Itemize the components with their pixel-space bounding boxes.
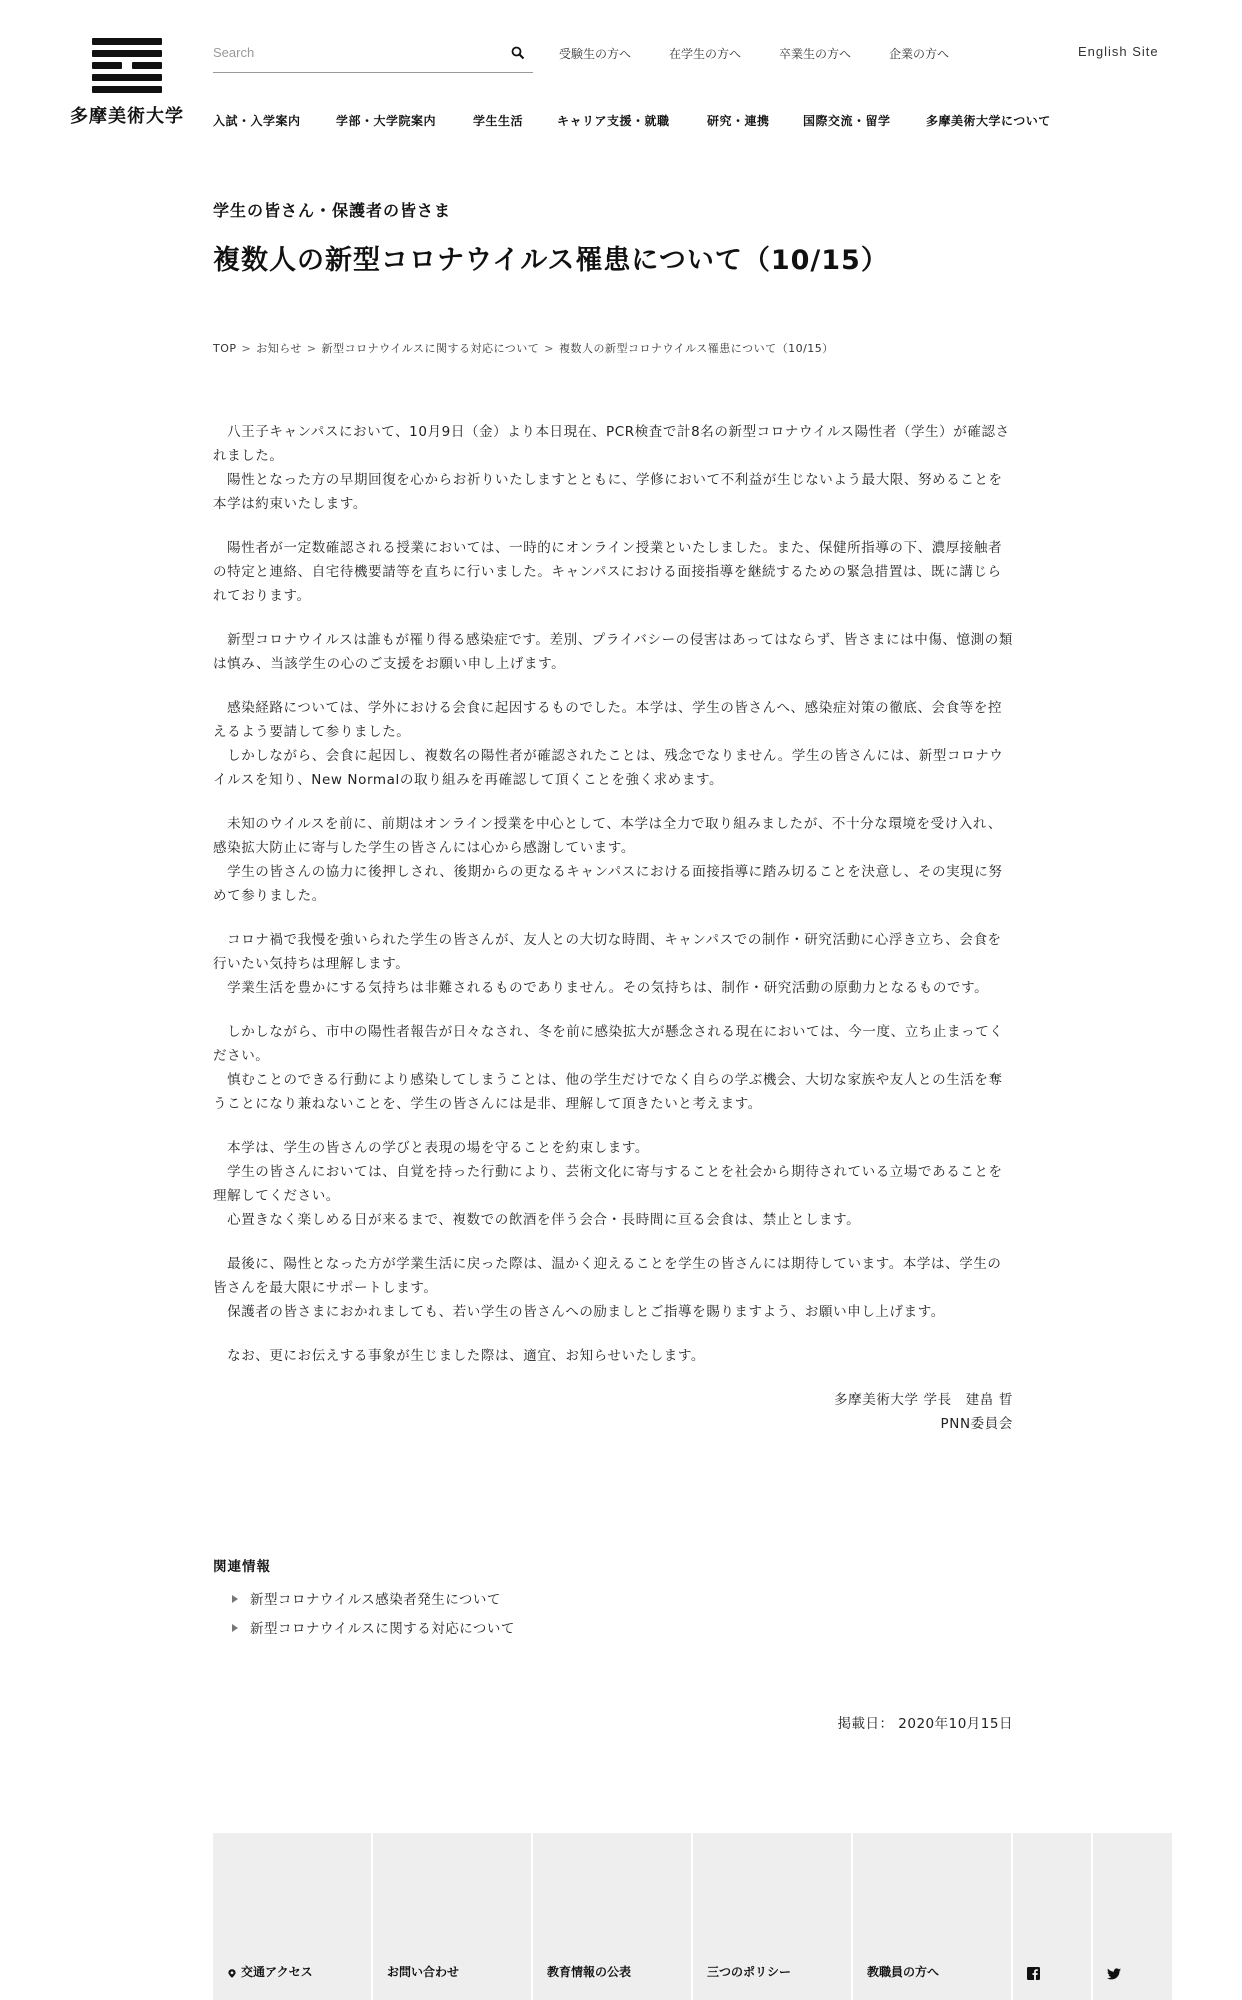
- page-title: 複数人の新型コロナウイルス罹患について（10/15）: [213, 245, 889, 276]
- footer-tile-policies[interactable]: [693, 1833, 851, 2000]
- facebook-icon: [1027, 1967, 1040, 1980]
- twitter-icon: [1107, 1968, 1121, 1980]
- audience-link-companies[interactable]: 企業の方へ: [889, 47, 950, 61]
- triangle-right-icon: [232, 1624, 238, 1632]
- breadcrumb: TOP > お知らせ > 新型コロナウイルスに関する対応について > 複数人の新型コロナウイルス罹患について（10/15）: [213, 342, 834, 355]
- logo-text: 多摩美術大学: [70, 106, 184, 127]
- footer-tile-label: お問い合わせ: [387, 1965, 460, 1979]
- audience-link-alumni[interactable]: 卒業生の方へ: [779, 47, 852, 61]
- nav-student-life[interactable]: 学生生活: [473, 114, 524, 128]
- footer-tile-label: 教職員の方へ: [867, 1965, 940, 1979]
- footer-tile-twitter[interactable]: [1093, 1833, 1172, 2000]
- breadcrumb-top[interactable]: TOP: [213, 342, 237, 355]
- search-box: [213, 38, 533, 73]
- university-logo[interactable]: [64, 38, 190, 128]
- search-input[interactable]: [213, 38, 483, 66]
- related-heading: 関連情報: [213, 1559, 271, 1575]
- signature-president: 多摩美術大学 学長 建畠 晢: [834, 1392, 1013, 1408]
- footer-tile-staff[interactable]: [853, 1833, 1011, 2000]
- article-paragraph: 八王子キャンパスにおいて、10月9日（金）より本日現在、PCR検査で計8名の新型コロナウイルス陽性者（学生）が確認されました。 陽性となった方の早期回復を心からお祈りいたしますとともに、学修において不利益が生じないよう最大限、努めることを本学は約束いたします。: [213, 424, 1010, 512]
- audience-link-students[interactable]: 在学生の方へ: [669, 47, 742, 61]
- article-paragraph: しかしながら、市中の陽性者報告が日々なされ、冬を前に感染拡大が懸念される現在においては、今一度、立ち止まってください。 慎むことのできる行動により感染してしまうことは、他の学生だけでなく自らの学ぶ機会、大切な家族や友人との生活を奪うことになり兼ねないことを、学生の皆さんには是非、理解して頂きたいと考えます。: [213, 1024, 1004, 1112]
- nav-international[interactable]: 国際交流・留学: [803, 114, 891, 128]
- footer-tile-education-info[interactable]: [533, 1833, 691, 2000]
- logo-mark-icon: [92, 38, 162, 94]
- breadcrumb-news[interactable]: お知らせ: [256, 342, 302, 355]
- related-link-covid-response[interactable]: [232, 1617, 515, 1637]
- nav-about[interactable]: 多摩美術大学について: [926, 114, 1051, 128]
- nav-admissions[interactable]: 入試・入学案内: [213, 114, 301, 128]
- article-paragraph: 陽性者が一定数確認される授業においては、一時的にオンライン授業といたしました。また、保健所指導の下、濃厚接触者の特定と連絡、自宅待機要請等を直ちに行いました。キャンパスにおける面接指導を継続するための緊急措置は、既に講じられております。: [213, 540, 1003, 604]
- breadcrumb-covid-response[interactable]: 新型コロナウイルスに関する対応について: [321, 342, 540, 355]
- breadcrumb-current: 複数人の新型コロナウイルス罹患について（10/15）: [558, 342, 834, 355]
- article-paragraph: 感染経路については、学外における会食に起因するものでした。本学は、学生の皆さんへ、感染症対策の徹底、会食等を控えるよう要請して参りました。 しかしながら、会食に起因し、複数名の陽性者が確認されたことは、残念でなりません。学生の皆さんには、新型コロナウイルスを知り、New Normalの取り組みを再確認して頂くことを強く求めます。: [213, 700, 1004, 788]
- nav-research[interactable]: 研究・連携: [707, 114, 770, 128]
- signature-committee: PNN委員会: [940, 1416, 1013, 1432]
- triangle-right-icon: [232, 1595, 238, 1603]
- footer-tile-label: 三つのポリシー: [707, 1965, 792, 1979]
- footer-tile-contact[interactable]: [373, 1833, 531, 2000]
- nav-faculties[interactable]: 学部・大学院案内: [336, 114, 437, 128]
- footer-tile-facebook[interactable]: [1013, 1833, 1091, 2000]
- search-icon[interactable]: [511, 46, 525, 60]
- related-link-label: 新型コロナウイルスに関する対応について: [250, 1621, 515, 1637]
- related-link-label: 新型コロナウイルス感染者発生について: [250, 1592, 501, 1608]
- map-pin-icon: [227, 1967, 237, 1980]
- article-paragraph: 新型コロナウイルスは誰もが罹り得る感染症です。差別、プライバシーの侵害はあってはならず、皆さまには中傷、憶測の類は慎み、当該学生の心のご支援をお願い申し上げます。: [213, 632, 1013, 672]
- nav-career[interactable]: キャリア支援・就職: [557, 114, 670, 128]
- article-paragraph: コロナ禍で我慢を強いられた学生の皆さんが、友人との大切な時間、キャンパスでの制作・研究活動に心浮き立ち、会食を行いたい気持ちは理解します。 学業生活を豊かにする気持ちは非難されるものでありません。その気持ちは、制作・研究活動の原動力となるものです。: [213, 932, 1002, 996]
- related-link-infection-cases[interactable]: [232, 1588, 501, 1608]
- posted-date: 掲載日： 2020年10月15日: [837, 1716, 1013, 1732]
- article-body: [213, 420, 1013, 1436]
- article-paragraph: 最後に、陽性となった方が学業生活に戻った際は、温かく迎えることを学生の皆さんには期待しています。本学は、学生の皆さんを最大限にサポートします。 保護者の皆さまにおかれましても、若い学生の皆さんへの励ましとご指導を賜りますよう、お願い申し上げます。: [213, 1256, 1002, 1320]
- footer-tile-label: 教育情報の公表: [547, 1965, 632, 1979]
- audience-link-applicants[interactable]: 受験生の方へ: [559, 47, 632, 61]
- english-site-link[interactable]: English Site: [1078, 44, 1159, 59]
- article-paragraph: 本学は、学生の皆さんの学びと表現の場を守ることを約束します。 学生の皆さんにおいては、自覚を持った行動により、芸術文化に寄与することを社会から期待されている立場であることを理解してください。 心置きなく楽しめる日が来るまで、複数での飲酒を伴う会合・長時間に亘る会食は、禁止とします。: [213, 1140, 1003, 1228]
- footer-tile-label: 交通アクセス: [241, 1965, 313, 1979]
- footer-tile-access[interactable]: [213, 1833, 371, 2000]
- article-paragraph: なお、更にお伝えする事象が生じました際は、適宜、お知らせいたします。: [213, 1348, 706, 1364]
- article-category: 学生の皆さん・保護者の皆さま: [213, 201, 452, 220]
- article-paragraph: 未知のウイルスを前に、前期はオンライン授業を中心として、本学は全力で取り組みましたが、不十分な環境を受け入れ、感染拡大防止に寄与した学生の皆さんには心から感謝しています。 学生の皆さんの協力に後押しされ、後期からの更なるキャンパスにおける面接指導に踏み切ることを決意し、その実現に努めて参りました。: [213, 816, 1003, 904]
